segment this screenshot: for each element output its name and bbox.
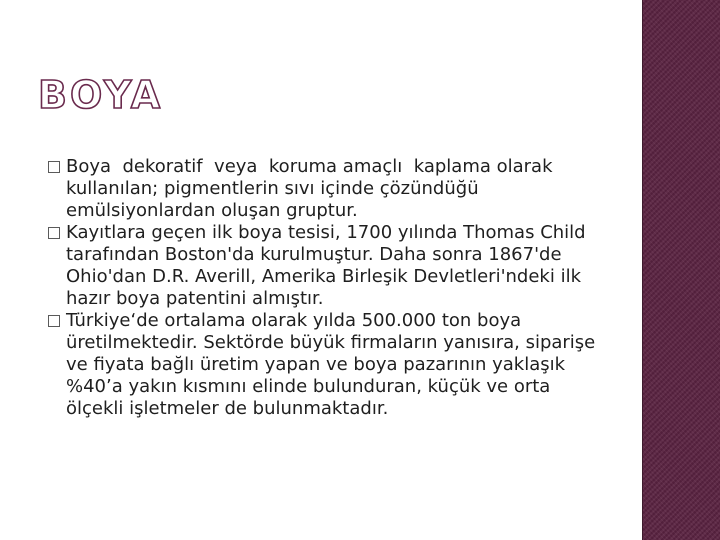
bullet-text-3: Türkiye‘de ortalama olarak yılda 500.000 ton boya üretilmektedir. Sektörde büyük firmaların yanısıra, siparişe ve fiyata bağlı üretim yapan ve boya pazarının yaklaşık %40’a yakın kısmını elinde bulunduran, küçük ve orta ölçekli işletmeler de bulunmaktadır. [66, 310, 601, 419]
square-bullet-icon [48, 315, 60, 327]
bullet-item-1 [48, 156, 608, 222]
slide-title: BOYA [38, 73, 164, 117]
bullet-text-2: Kayıtlara geçen ilk boya tesisi, 1700 yılında Thomas Child tarafından Boston'da kurulmuştur. Daha sonra 1867'de Ohio'dan D.R. Averill, Amerika Birleşik Devletleri'ndeki ilk hazır boya patentini almıştır. [66, 222, 592, 309]
decorative-side-band [642, 0, 720, 540]
slide-content [48, 156, 608, 420]
square-bullet-icon [48, 227, 60, 239]
bullet-item-3 [48, 310, 608, 420]
bullet-item-2 [48, 222, 608, 310]
bullet-text-1: Boya dekoratif veya koruma amaçlı kaplama olarak kullanılan; pigmentlerin sıvı içinde çözündüğü emülsiyonlardan oluşan gruptur. [66, 156, 564, 221]
square-bullet-icon [48, 161, 60, 173]
